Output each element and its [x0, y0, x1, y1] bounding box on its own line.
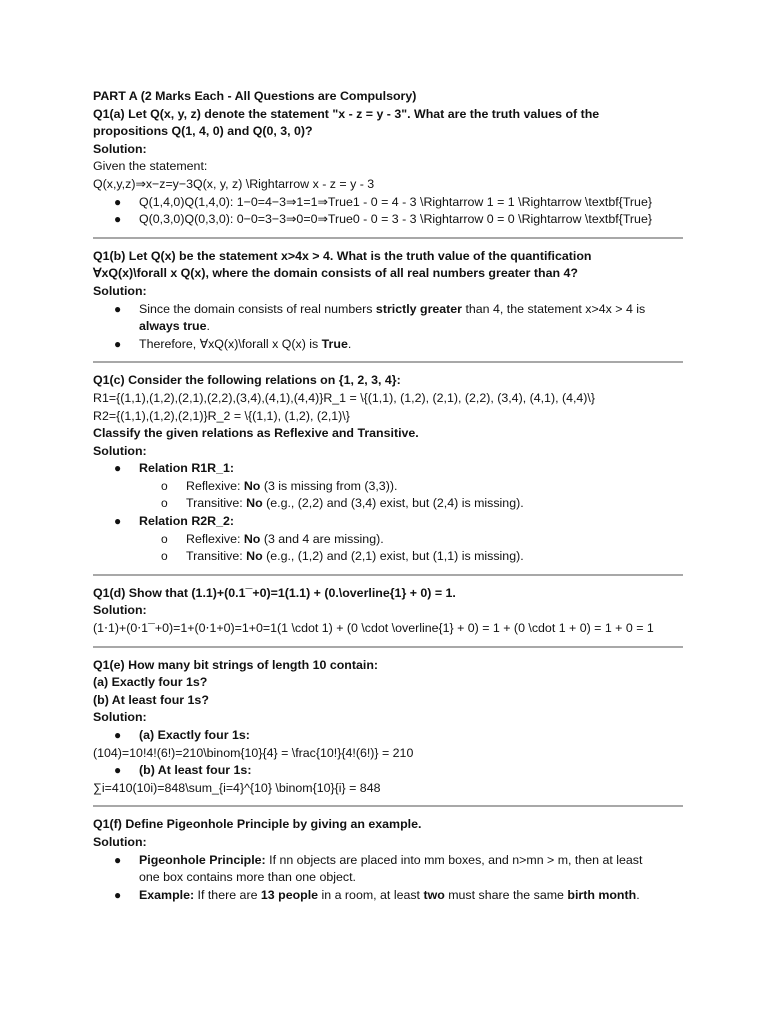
sub-list-item	[93, 531, 683, 549]
list-item	[93, 336, 683, 354]
q1e-b-solution: ∑i=410(10i)=848\sum_{i=4}^{10} \binom{10}{i} = 848	[93, 780, 381, 795]
sub-item-post: (3 is missing from (3,3)).	[260, 478, 398, 493]
q1b-b2-end: .	[347, 336, 352, 351]
divider	[93, 805, 683, 807]
list-item	[93, 852, 683, 870]
list-item-continuation	[93, 869, 683, 887]
q1f-example-end: .	[636, 887, 640, 902]
bullet-icon: ●	[114, 194, 122, 209]
q1a-bullet-2: Q(0,3,0)Q(0,3,0): 0−0=3−3⇒0=0⇒True0 - 0 = 3 - 3 \Rightarrow 0 = 0 \Rightarrow \textbf{True}	[139, 212, 652, 227]
divider	[93, 361, 683, 363]
list-item	[93, 460, 683, 478]
bullet-icon: ●	[114, 336, 122, 351]
q1f-example-mid-1: in a room, at least	[318, 887, 424, 902]
q1b-b1-end: .	[206, 319, 210, 334]
sub-list-item	[93, 548, 683, 566]
sub-item-pre: Transitive:	[186, 496, 247, 511]
document-page	[93, 88, 683, 904]
list-item	[93, 513, 683, 531]
q1f-example-mid-2: must share the same	[444, 887, 568, 902]
bullet-icon: ●	[114, 852, 122, 867]
q1e-question-line-1: Q1(e) How many bit strings of length 10 contain:	[93, 657, 379, 672]
solution-label: Solution:	[93, 834, 147, 849]
sub-item-bold: No	[243, 478, 261, 493]
divider	[93, 574, 683, 576]
sub-item-pre: Transitive:	[186, 549, 247, 564]
q1a-statement: Q(x,y,z)⇒x−z=y−3Q(x, y, z) \Rightarrow x - z = y - 3	[93, 176, 375, 191]
q1f-example-bold-3: birth month	[567, 887, 637, 902]
list-item	[93, 727, 683, 745]
q1a-question-line-2: propositions Q(1, 4, 0) and Q(0, 3, 0)?	[93, 124, 313, 139]
sub-item-post: (3 and 4 are missing).	[260, 531, 384, 546]
q1f-example-bold-2: two	[423, 887, 445, 902]
q1d-solution: (1⋅1)+(0⋅1¯+0)=1+(0⋅1+0)=1+0=1(1 \cdot 1) + (0 \cdot \overline{1} + 0) = 1 + (0 \cdot 1 + 0) = 1 + 0 = 1	[93, 621, 654, 636]
list-item	[93, 194, 683, 212]
q1f-question: Q1(f) Define Pigeonhole Principle by giving an example.	[93, 817, 422, 832]
q1b-b2-pre: Therefore, ∀xQ(x)\forall x Q(x) is	[139, 336, 322, 351]
part-header: PART A (2 Marks Each - All Questions are Compulsory)	[93, 89, 417, 103]
list-item	[93, 301, 683, 336]
bullet-icon: ●	[114, 887, 122, 902]
q1b-question-line-2: ∀xQ(x)\forall x Q(x), where the domain consists of all real numbers greater than 4?	[93, 266, 578, 281]
q1e-a-solution: (104)=10!4!(6!)=210\binom{10}{4} = \frac{10!}{4!(6!)} = 210	[93, 745, 414, 760]
bullet-icon: ●	[114, 728, 122, 742]
bullet-icon: ●	[114, 763, 122, 778]
q1b-question-line-1: Q1(b) Let Q(x) be the statement x>4x > 4. What is the truth value of the quantification	[93, 248, 592, 263]
q1e-question-line-3: (b) At least four 1s?	[93, 692, 209, 707]
q1c-rel2: Relation R2R_2:	[139, 514, 235, 529]
sub-item-pre: Reflexive:	[186, 478, 244, 493]
q1f-example-bold-1: 13 people	[260, 887, 319, 902]
q1e-b-label: (b) At least four 1s:	[139, 763, 252, 778]
bullet-icon: ●	[114, 301, 122, 316]
q1c-question: Q1(c) Consider the following relations on {1, 2, 3, 4}:	[93, 373, 401, 388]
q1b-b1-bold2: always true	[139, 319, 207, 334]
circle-bullet-icon: o	[161, 478, 168, 493]
list-item	[93, 762, 683, 780]
q1f-example-pre: If there are	[194, 887, 261, 902]
q1a-bullet-1: Q(1,4,0)Q(1,4,0): 1−0=4−3⇒1=1⇒True1 - 0 = 4 - 3 \Rightarrow 1 = 1 \Rightarrow \textbf{True}	[139, 194, 652, 209]
bullet-icon: ●	[114, 514, 122, 529]
q1b-b1-post: than 4, the statement x>4x > 4 is	[462, 301, 646, 316]
solution-label: Solution:	[93, 283, 147, 298]
list-item	[93, 211, 683, 229]
q1f-example-label: Example:	[139, 887, 195, 902]
q1b-b1-bold: strictly greater	[375, 301, 463, 316]
q1c-r2: R2={(1,1),(1,2),(2,1)}R_2 = \{(1,1), (1,2), (2,1)\}	[93, 408, 350, 423]
sub-item-bold: No	[246, 496, 263, 511]
solution-label: Solution:	[93, 443, 147, 458]
sub-list-item	[93, 478, 683, 496]
sub-item-post: (e.g., (2,2) and (3,4) exist, but (2,4) is missing).	[262, 496, 524, 511]
solution-label: Solution:	[93, 141, 147, 156]
q1c-rel1: Relation R1R_1:	[139, 461, 235, 476]
q1e-a-label: (a) Exactly four 1s:	[139, 728, 250, 742]
sub-item-post: (e.g., (1,2) and (2,1) exist, but (1,1) is missing).	[262, 549, 524, 564]
q1b-b2-bold: True	[321, 336, 348, 351]
q1f-principle-line-2: one box contains more than one object.	[139, 870, 356, 885]
bullet-icon: ●	[114, 461, 122, 476]
q1b-b1-pre: Since the domain consists of real numbers	[139, 301, 376, 316]
sub-item-bold: No	[246, 549, 263, 564]
sub-item-pre: Reflexive:	[186, 531, 244, 546]
divider	[93, 237, 683, 239]
solution-label: Solution:	[93, 710, 147, 725]
q1c-classify: Classify the given relations as Reflexive and Transitive.	[93, 426, 419, 441]
circle-bullet-icon: o	[161, 531, 168, 546]
q1d-question: Q1(d) Show that (1.1)+(0.1¯+0)=1(1.1) + (0.\overline{1} + 0) = 1.	[93, 585, 456, 600]
sub-list-item	[93, 495, 683, 513]
q1a-given-text: Given the statement:	[93, 159, 208, 174]
q1c-r1: R1={(1,1),(1,2),(2,1),(2,2),(3,4),(4,1),(4,4)}R_1 = \{(1,1), (1,2), (2,1), (2,2), (3,4), (4,1), (4,4)\}	[93, 390, 596, 405]
q1a-question-line-1: Q1(a) Let Q(x, y, z) denote the statement "x - z = y - 3". What are the truth values of the	[93, 106, 600, 121]
q1f-principle-line-1: If nn objects are placed into mm boxes, and n>mn > m, then at least	[265, 852, 643, 867]
bullet-icon: ●	[114, 212, 122, 227]
sub-item-bold: No	[243, 531, 261, 546]
circle-bullet-icon: o	[161, 496, 168, 511]
q1f-principle-label: Pigeonhole Principle:	[139, 852, 266, 867]
solution-label: Solution:	[93, 603, 147, 618]
q1e-question-line-2: (a) Exactly four 1s?	[93, 675, 208, 690]
circle-bullet-icon: o	[161, 549, 168, 564]
list-item	[93, 887, 683, 905]
divider	[93, 646, 683, 648]
